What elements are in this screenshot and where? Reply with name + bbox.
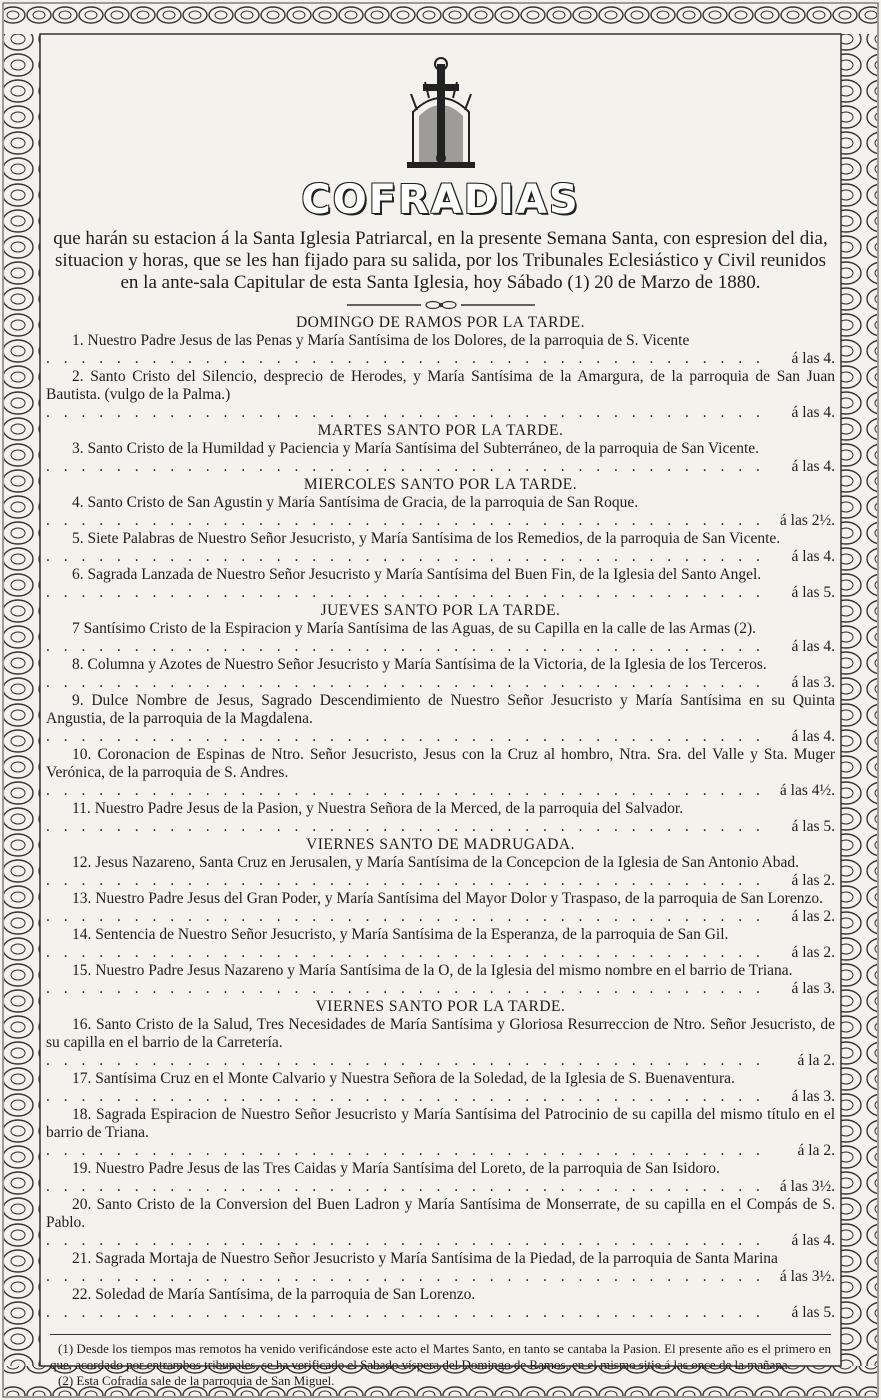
entry-number: 18.: [72, 1106, 92, 1123]
cofradias-list: [46, 314, 835, 1322]
dot-leader: . . . . . . . . . . . . . . . . . . . . . . . . . . . . . . . . . . . . . . . . .: [46, 1178, 765, 1195]
list-item: [46, 1070, 835, 1106]
list-item: [46, 530, 835, 566]
entry-time: á las 2.: [784, 872, 835, 890]
list-item: [46, 494, 835, 530]
entry-time: á las 3.: [784, 980, 835, 998]
list-item: [46, 800, 835, 836]
dot-leader: . . . . . . . . . . . . . . . . . . . . . . . . . . . . . . . . . . . . . . . . .: [46, 584, 765, 601]
entry-time: á las 2.: [784, 908, 835, 926]
list-item: [46, 1160, 835, 1196]
entry-number: 11.: [72, 800, 91, 817]
dot-leader: . . . . . . . . . . . . . . . . . . . . . . . . . . . . . . . . . . . . . . . . .: [46, 1232, 765, 1249]
entry-text: Sagrada Espiracion de Nuestro Señor Jesucristo y María Santísima del Patrocinio de su capilla del mismo título en el barrio de Triana.: [46, 1106, 836, 1141]
notes-rule: [50, 1334, 831, 1335]
entry-time: á la 2.: [790, 1142, 835, 1160]
entry-time: á las 3½.: [772, 1178, 835, 1196]
dot-leader: . . . . . . . . . . . . . . . . . . . . . . . . . . . . . . . . . . . . . . . . .: [46, 1142, 765, 1159]
section-heading: MARTES SANTO POR LA TARDE.: [317, 422, 564, 439]
dot-leader: . . . . . . . . . . . . . . . . . . . . . . . . . . . . . . . . . . . . . . . . .: [46, 404, 765, 421]
entry-time: á las 2½.: [772, 512, 835, 530]
list-item: [46, 1016, 835, 1070]
entry-number: 6.: [72, 566, 84, 583]
intro-paragraph: que harán su estacion á la Santa Iglesia Patriarcal, en la presente Semana Santa, con espresion del dia, situacion y horas, que se les han fijado para su salida, por los Tribunales Eclesiástico y Civil reunidos en la ante-sala Capitular de esta Santa Iglesia, hoy Sábado (1) 20 de Marzo de 1880.: [53, 228, 828, 293]
entry-time: á las 4.: [784, 350, 835, 368]
entry-time: á las 4.: [784, 404, 835, 422]
entry-text: Sagrada Mortaja de Nuestro Señor Jesucristo y María Santísima de la Piedad, de la parroquia de Santa Marina: [95, 1250, 778, 1267]
entry-time: á las 4.: [784, 1232, 835, 1250]
divider-ornament: [341, 300, 541, 310]
entry-text: Siete Palabras de Nuestro Señor Jesucristo, y María Santísima de los Remedios, de la parroquia de San Vicente.: [87, 530, 781, 547]
dot-leader: . . . . . . . . . . . . . . . . . . . . . . . . . . . . . . . . . . . . . . . . .: [46, 350, 765, 367]
dot-leader: . . . . . . . . . . . . . . . . . . . . . . . . . . . . . . . . . . . . . . . . .: [46, 980, 765, 997]
entry-number: 17.: [72, 1070, 92, 1087]
entry-text: Jesus Nazareno, Santa Cruz en Jerusalen, y María Santísima de la Concepcion de la Iglesia de San Antonio Abad.: [95, 854, 800, 871]
section-heading: JUEVES SANTO POR LA TARDE.: [320, 602, 561, 619]
entry-number: 1.: [72, 332, 84, 349]
entry-time: á las 4½.: [772, 782, 835, 800]
list-item: [46, 440, 835, 476]
list-item: [46, 566, 835, 602]
entry-time: á las 4.: [784, 728, 835, 746]
dot-leader: . . . . . . . . . . . . . . . . . . . . . . . . . . . . . . . . . . . . . . . . .: [46, 908, 765, 925]
dot-leader: . . . . . . . . . . . . . . . . . . . . . . . . . . . . . . . . . . . . . . . . .: [46, 872, 765, 889]
dot-leader: . . . . . . . . . . . . . . . . . . . . . . . . . . . . . . . . . . . . . . . . .: [46, 1088, 765, 1105]
entry-text: Nuestro Padre Jesus de la Pasion, y Nuestra Señora de la Merced, de la parroquia del Salvador.: [94, 800, 684, 817]
entry-time: á las 3.: [784, 1088, 835, 1106]
footnote: (1) Desde los tiempos mas remotos ha venido verificándose este acto el Martes Santo, en tanto se cantaba la Pasion. El presente año es el primero en que, acordado por entrambos tribunales, se ha verificado el Sabado víspera del Domingo de Ramos, en el mismo sitio á las once de la mañana.: [50, 1341, 831, 1372]
entry-number: 12.: [72, 854, 92, 871]
dot-leader: . . . . . . . . . . . . . . . . . . . . . . . . . . . . . . . . . . . . . . . . .: [46, 458, 765, 475]
entry-number: 4.: [72, 494, 84, 511]
document-title: COFRADIAS: [301, 177, 580, 223]
entry-text: Santo Cristo de la Humildad y Paciencia y María Santísima del Subterráneo, de la parroquia de San Vicente.: [87, 440, 760, 457]
list-item: [46, 1106, 835, 1160]
entry-text: Santo Cristo de la Conversion del Buen Ladron y María Santísima de Monserrate, de su capilla en el Compás de S. Pablo.: [46, 1196, 835, 1231]
entry-text: Dulce Nombre de Jesus, Sagrado Descendimiento de Nuestro Señor Jesucristo y María Santísima en su Quinta Angustia, de la parroquia de la Magdalena.: [46, 692, 836, 727]
entry-number: 19.: [72, 1160, 92, 1177]
entry-text: Nuestro Padre Jesus de las Tres Caidas y María Santísima del Loreto, de la parroquia de San Isidoro.: [95, 1160, 720, 1177]
list-item: [46, 620, 835, 656]
entry-text: Santísimo Cristo de la Espiracion y María Santísima de las Aguas, de su Capilla en la calle de las Armas (2).: [83, 620, 757, 637]
entry-time: á las 3½.: [772, 1268, 835, 1286]
entry-number: 2.: [72, 368, 84, 385]
entry-text: Nuestro Padre Jesus de las Penas y María Santísima de los Dolores, de la parroquia de S. Vicente: [87, 332, 690, 349]
list-item: [46, 746, 835, 800]
list-item: [46, 692, 835, 746]
entry-number: 7: [72, 620, 80, 637]
list-item: [46, 1250, 835, 1286]
dot-leader: . . . . . . . . . . . . . . . . . . . . . . . . . . . . . . . . . . . . . . . . .: [46, 782, 765, 799]
entry-number: 21.: [72, 1250, 92, 1267]
entry-text: Santo Cristo del Silencio, desprecio de Herodes, y María Santísima de la Amargura, de la parroquia de San Juan Bautista. (vulgo de la Palma.): [46, 368, 836, 403]
entry-number: 8.: [72, 656, 84, 673]
document-body: [46, 50, 836, 1388]
entry-text: Columna y Azotes de Nuestro Señor Jesucristo y María Santísima de la Victoria, de la Iglesia de los Terceros.: [87, 656, 767, 673]
entry-text: Soledad de María Santísima, de la parroquia de San Lorenzo.: [95, 1286, 476, 1303]
entry-time: á las 5.: [784, 584, 835, 602]
dot-leader: . . . . . . . . . . . . . . . . . . . . . . . . . . . . . . . . . . . . . . . . .: [46, 1052, 765, 1069]
dot-leader: . . . . . . . . . . . . . . . . . . . . . . . . . . . . . . . . . . . . . . . . .: [46, 818, 765, 835]
dot-leader: . . . . . . . . . . . . . . . . . . . . . . . . . . . . . . . . . . . . . . . . .: [46, 944, 765, 961]
entry-time: á las 4.: [784, 458, 835, 476]
entry-time: á las 2.: [784, 944, 835, 962]
entry-number: 10.: [72, 746, 92, 763]
entry-text: Santo Cristo de San Agustin y María Santísima de Gracia, de la parroquia de San Roque.: [87, 494, 639, 511]
list-item: [46, 332, 835, 368]
list-item: [46, 926, 835, 962]
list-item: [46, 962, 835, 998]
dot-leader: . . . . . . . . . . . . . . . . . . . . . . . . . . . . . . . . . . . . . . . . .: [46, 1304, 765, 1321]
dot-leader: . . . . . . . . . . . . . . . . . . . . . . . . . . . . . . . . . . . . . . . . .: [46, 638, 765, 655]
dot-leader: . . . . . . . . . . . . . . . . . . . . . . . . . . . . . . . . . . . . . . . . .: [46, 674, 765, 691]
entry-text: Nuestro Padre Jesus Nazareno y María Santísima de la O, de la Iglesia del mismo nombre en el barrio de Triana.: [95, 962, 793, 979]
list-item: [46, 656, 835, 692]
entry-text: Sagrada Lanzada de Nuestro Señor Jesucristo y María Santísima del Buen Fin, de la Iglesia del Santo Angel.: [87, 566, 762, 583]
entry-number: 5.: [72, 530, 84, 547]
list-item: [46, 1286, 835, 1322]
footnote: (2) Esta Cofradía sale de la parroquia de San Miguel.: [58, 1373, 335, 1388]
list-item: [46, 368, 835, 422]
list-item: [46, 1196, 835, 1250]
dot-leader: . . . . . . . . . . . . . . . . . . . . . . . . . . . . . . . . . . . . . . . . .: [46, 1268, 765, 1285]
entry-number: 22.: [72, 1286, 92, 1303]
cross-emblem-icon: [393, 54, 489, 172]
entry-text: Santísima Cruz en el Monte Calvario y Nuestra Señora de la Soledad, de la Iglesia de S. Buenaventura.: [95, 1070, 735, 1087]
entry-text: Nuestro Padre Jesus del Gran Poder, y María Santísima del Mayor Dolor y Traspaso, de la parroquia de San Lorenzo.: [95, 890, 823, 907]
section-heading: VIERNES SANTO POR LA TARDE.: [315, 998, 566, 1015]
dot-leader: . . . . . . . . . . . . . . . . . . . . . . . . . . . . . . . . . . . . . . . . .: [46, 728, 765, 745]
entry-number: 13.: [72, 890, 92, 907]
entry-number: 9.: [72, 692, 84, 709]
entry-time: á las 5.: [784, 818, 835, 836]
footnotes: [50, 1341, 831, 1389]
list-item: [46, 890, 835, 926]
section-heading: DOMINGO DE RAMOS POR LA TARDE.: [295, 314, 586, 331]
entry-number: 20.: [72, 1196, 92, 1213]
entry-time: á las 4.: [784, 548, 835, 566]
entry-text: Sentencia de Nuestro Señor Jesucristo, y María Santísima de la Esperanza, de la parroquia de San Gil.: [95, 926, 729, 943]
dot-leader: . . . . . . . . . . . . . . . . . . . . . . . . . . . . . . . . . . . . . . . . .: [46, 512, 765, 529]
section-heading: VIERNES SANTO DE MADRUGADA.: [306, 836, 575, 853]
entry-time: á las 5.: [784, 1304, 835, 1322]
entry-number: 15.: [72, 962, 92, 979]
entry-number: 3.: [72, 440, 84, 457]
entry-number: 16.: [72, 1016, 92, 1033]
dot-leader: . . . . . . . . . . . . . . . . . . . . . . . . . . . . . . . . . . . . . . . . .: [46, 548, 765, 565]
list-item: [46, 854, 835, 890]
entry-text: Santo Cristo de la Salud, Tres Necesidades de María Santísima y Gloriosa Resurreccion de Ntro. Señor Jesucristo, de su capilla en el barrio de la Carretería.: [46, 1016, 836, 1051]
entry-time: á la 2.: [790, 1052, 835, 1070]
entry-time: á las 3.: [784, 674, 835, 692]
entry-text: Coronacion de Espinas de Ntro. Señor Jesucristo, Jesus con la Cruz al hombro, Ntra. Sra. del Valle y Sta. Muger Verónica, de la parroquia de S. Andres.: [46, 746, 835, 781]
entry-time: á las 4.: [784, 638, 835, 656]
section-heading: MIERCOLES SANTO POR LA TARDE.: [303, 476, 578, 493]
entry-number: 14.: [72, 926, 92, 943]
